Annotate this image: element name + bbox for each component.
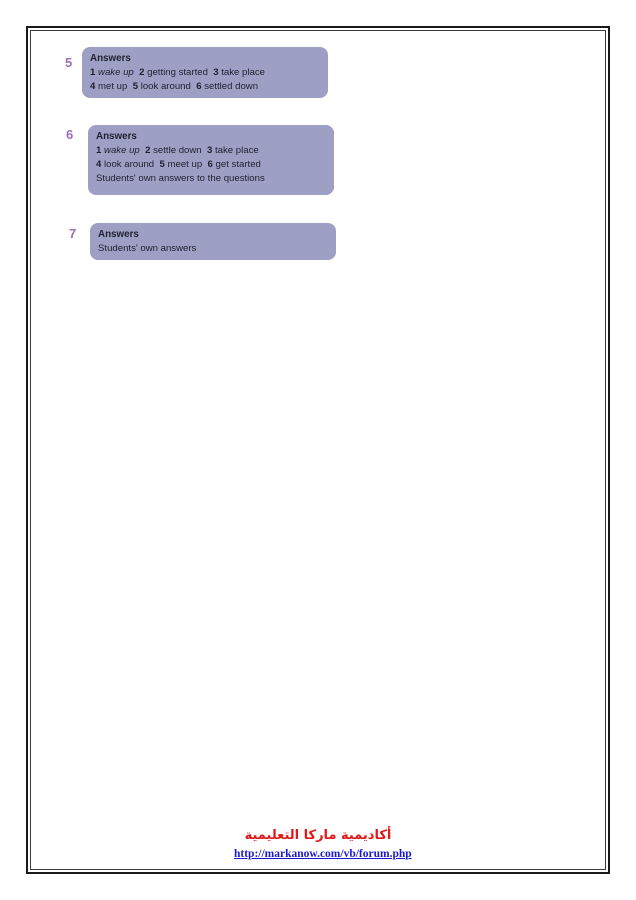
answer-text: settle down xyxy=(150,145,202,156)
answer-number: 4 xyxy=(96,159,102,170)
answer-box-title: Answers xyxy=(90,53,131,64)
answer-number: 1 xyxy=(96,145,102,156)
answer-number: 5 xyxy=(159,159,165,170)
answer-number: 2 xyxy=(139,67,145,78)
answer-line: Students' own answers to the questions xyxy=(96,173,265,184)
exercise-number: 7 xyxy=(69,226,77,241)
answer-line xyxy=(90,80,320,94)
answer-text: getting started xyxy=(144,67,208,78)
exercise-number: 5 xyxy=(65,55,73,70)
answer-line xyxy=(96,158,326,172)
answer-text: take place xyxy=(212,145,259,156)
answer-number: 2 xyxy=(145,145,151,156)
answer-text: wake up xyxy=(101,145,140,156)
answer-text: look around xyxy=(138,81,191,92)
footer-academy-name: أكاديمية ماركا التعليمية xyxy=(244,828,392,843)
answer-box-title: Answers xyxy=(96,131,137,142)
answer-text: meet up xyxy=(164,159,203,170)
answer-box-exercise-6 xyxy=(88,125,334,195)
answer-line xyxy=(90,66,320,80)
answer-box-exercise-7 xyxy=(90,223,336,260)
answer-box-exercise-5 xyxy=(82,47,328,98)
answer-number: 3 xyxy=(213,67,219,78)
answer-line xyxy=(96,144,326,158)
answer-text: get started xyxy=(212,159,261,170)
answer-number: 6 xyxy=(196,81,202,92)
answer-number: 6 xyxy=(207,159,213,170)
footer-forum-link[interactable]: http://markanow.com/vb/forum.php xyxy=(234,848,412,860)
answer-box-title: Answers xyxy=(98,229,139,240)
answer-number: 3 xyxy=(206,145,213,156)
exercise-number: 6 xyxy=(66,127,74,142)
answer-number: 4 xyxy=(90,81,96,92)
answer-text: take place xyxy=(218,67,265,78)
answer-number: 5 xyxy=(132,81,139,92)
answer-text: wake up xyxy=(95,67,134,78)
answer-text: look around xyxy=(101,159,155,170)
answer-text: settled down xyxy=(201,81,259,92)
answer-text: met up xyxy=(95,81,128,92)
answer-line: Students' own answers xyxy=(98,243,197,254)
answer-number: 1 xyxy=(90,67,96,78)
